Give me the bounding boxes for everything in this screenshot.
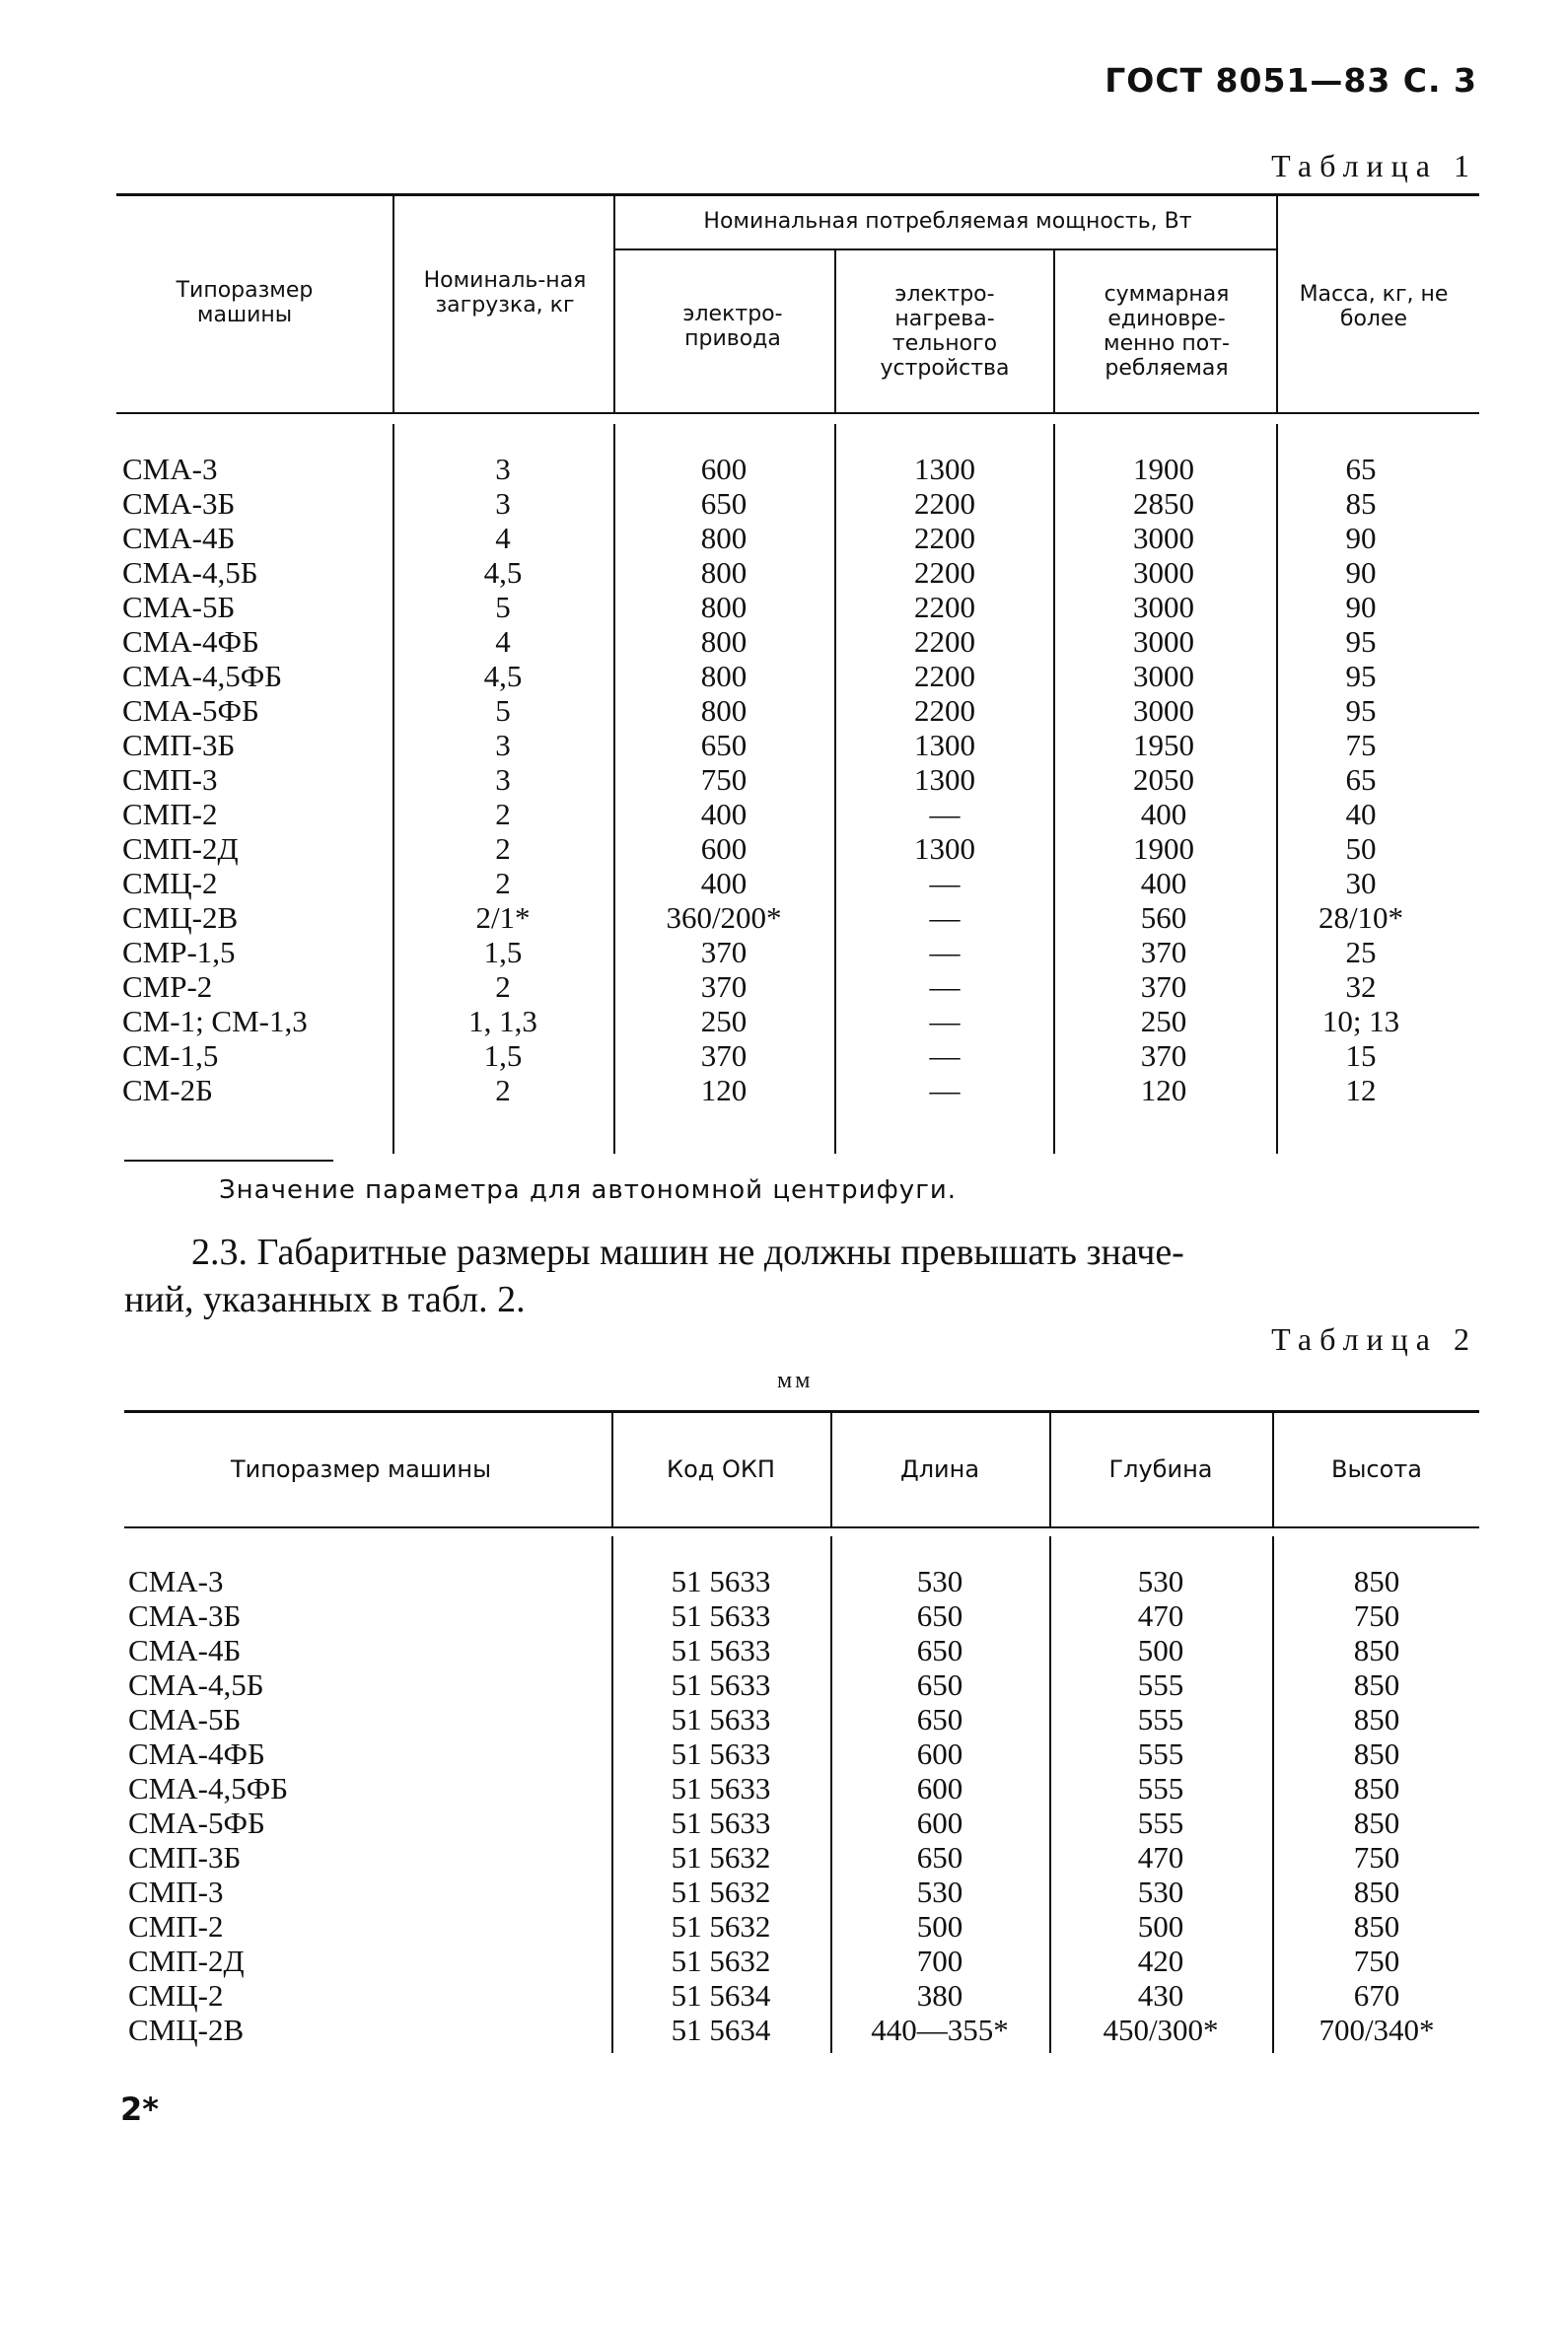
- table1-cell-heater: 2200: [914, 521, 975, 555]
- table2-cell-depth: 530: [1137, 1564, 1184, 1598]
- table1-cell-drive: 370: [700, 969, 748, 1004]
- table2-cell-okp: 51 5633: [671, 1806, 771, 1840]
- table1-cell-model: СМ-1; СМ-1,3: [122, 1004, 308, 1038]
- table2-vline: [611, 1536, 613, 2053]
- table1-cell-drive: 600: [700, 452, 748, 486]
- table1-cell-model: СМП-2: [122, 797, 218, 831]
- table2-cell-height: 850: [1353, 1667, 1400, 1702]
- table2-cell-length: 530: [916, 1875, 963, 1909]
- table1-vline: [392, 424, 394, 1154]
- table1-header-drive: электро-привода: [682, 302, 783, 351]
- table1-cell-model: СМА-5ФБ: [122, 693, 259, 728]
- table2-header-okp: Код ОКП: [667, 1455, 775, 1483]
- table2-cell-okp: 51 5633: [671, 1702, 771, 1736]
- table2-cell-model: СМА-4Б: [128, 1633, 242, 1667]
- table2-cell-depth: 470: [1137, 1598, 1184, 1633]
- table2-column-depth: [1055, 1564, 1266, 2047]
- table1-cell-mass: 65: [1345, 452, 1377, 486]
- table2-cell-length: 650: [916, 1667, 963, 1702]
- table1-cell-heater: 2200: [914, 624, 975, 659]
- table2-cell-okp: 51 5632: [671, 1840, 771, 1875]
- table2-header-model: Типоразмер машины: [230, 1455, 492, 1483]
- table2-cell-length: 440—355*: [871, 2013, 1009, 2047]
- table1-column-model: [122, 452, 389, 1107]
- table1-cell-total: 560: [1140, 900, 1187, 935]
- table1-cell-drive: 360/200*: [666, 900, 782, 935]
- table2-cell-model: СМА-3: [128, 1564, 224, 1598]
- table2-cell-depth: 470: [1137, 1840, 1184, 1875]
- table1-column-drive: [619, 452, 828, 1107]
- table1-cell-mass: 95: [1345, 624, 1377, 659]
- table1-cell-mass: 25: [1345, 935, 1377, 969]
- table2-cell-model: СМП-3Б: [128, 1840, 242, 1875]
- table2-cell-length: 650: [916, 1702, 963, 1736]
- table1-cell-heater: 1300: [914, 762, 975, 797]
- table1-cell-heater: —: [929, 1073, 961, 1107]
- table1-cell-drive: 750: [700, 762, 748, 797]
- table2-cell-depth: 450/300*: [1103, 2013, 1219, 2047]
- table1-cell-mass: 85: [1345, 486, 1377, 521]
- table1-cell-total: 1900: [1133, 452, 1194, 486]
- table1-top-rule: [116, 193, 1479, 196]
- table1-header-mass: Масса, кг, не более: [1299, 282, 1449, 331]
- table1-cell-total: 370: [1140, 1038, 1187, 1073]
- table1-column-load: [398, 452, 607, 1107]
- table1-cell-drive: 650: [700, 486, 748, 521]
- table2-cell-model: СМЦ-2: [128, 1978, 224, 2013]
- table1-cell-model: СМА-5Б: [122, 590, 236, 624]
- table1-cell-heater: 2200: [914, 555, 975, 590]
- table2-cell-model: СМП-3: [128, 1875, 224, 1909]
- table1-cell-mass: 15: [1345, 1038, 1377, 1073]
- table1-cell-heater: —: [929, 1038, 961, 1073]
- table2-cell-depth: 500: [1137, 1633, 1184, 1667]
- table1-cell-heater: 2200: [914, 486, 975, 521]
- table1-cell-total: 400: [1140, 797, 1187, 831]
- table1-column-mass: [1282, 452, 1440, 1107]
- table2-cell-length: 650: [916, 1633, 963, 1667]
- table2-cell-height: 850: [1353, 1909, 1400, 1944]
- table1-cell-mass: 30: [1345, 866, 1377, 900]
- table1-cell-model: СМ-2Б: [122, 1073, 213, 1107]
- table2-cell-depth: 420: [1137, 1944, 1184, 1978]
- table1-cell-heater: 2200: [914, 693, 975, 728]
- table1-cell-load: 2/1*: [475, 900, 531, 935]
- table1-cell-total: 3000: [1133, 624, 1194, 659]
- table2-cell-okp: 51 5633: [671, 1564, 771, 1598]
- table2-cell-okp: 51 5632: [671, 1944, 771, 1978]
- table1-cell-mass: 90: [1345, 590, 1377, 624]
- table1-cell-mass: 32: [1345, 969, 1377, 1004]
- table2-cell-model: СМА-5Б: [128, 1702, 242, 1736]
- table1-cell-drive: 370: [700, 1038, 748, 1073]
- table1-cell-mass: 12: [1345, 1073, 1377, 1107]
- table2-cell-length: 380: [916, 1978, 963, 2013]
- table2-cell-okp: 51 5634: [671, 1978, 771, 2013]
- table2-cell-okp: 51 5633: [671, 1598, 771, 1633]
- table1-cell-mass: 75: [1345, 728, 1377, 762]
- table1-cell-total: 3000: [1133, 555, 1194, 590]
- table1-cell-model: СМП-3: [122, 762, 218, 797]
- section-paragraph: [124, 1229, 1481, 1323]
- table1-cell-load: 5: [495, 693, 511, 728]
- table2-vline: [830, 1536, 832, 2053]
- table1-cell-heater: —: [929, 935, 961, 969]
- table2-column-height: [1278, 1564, 1475, 2047]
- table1-cell-model: СМП-2Д: [122, 831, 239, 866]
- table2-cell-height: 850: [1353, 1633, 1400, 1667]
- table1-cell-heater: 2200: [914, 590, 975, 624]
- table2-cell-depth: 555: [1137, 1806, 1184, 1840]
- table2-cell-model: СМА-4,5ФБ: [128, 1771, 288, 1806]
- table1-cell-mass: 95: [1345, 693, 1377, 728]
- table1-cell-model: СМЦ-2: [122, 866, 218, 900]
- table1-column-heater: [840, 452, 1049, 1107]
- table2-cell-height: 850: [1353, 1806, 1400, 1840]
- table2-cell-model: СМЦ-2В: [128, 2013, 245, 2047]
- table1-cell-total: 1900: [1133, 831, 1194, 866]
- table1-cell-load: 2: [495, 831, 511, 866]
- table2-cell-height: 750: [1353, 1944, 1400, 1978]
- table1-header-model: Типоразмер машины: [176, 278, 314, 327]
- table2-header-rule: [124, 1526, 1479, 1528]
- table1-cell-total: 370: [1140, 935, 1187, 969]
- table1-cell-drive: 370: [700, 935, 748, 969]
- table1-cell-model: СМА-4Б: [122, 521, 236, 555]
- table2-vline: [830, 1412, 832, 1526]
- table2-cell-height: 750: [1353, 1840, 1400, 1875]
- table2-cell-okp: 51 5632: [671, 1875, 771, 1909]
- table1-cell-load: 3: [495, 452, 511, 486]
- table2-cell-depth: 555: [1137, 1736, 1184, 1771]
- table2-top-rule: [124, 1410, 1479, 1413]
- table2-cell-length: 700: [916, 1944, 963, 1978]
- table2-cell-height: 850: [1353, 1736, 1400, 1771]
- table1-cell-total: 3000: [1133, 590, 1194, 624]
- table1-cell-total: 250: [1140, 1004, 1187, 1038]
- table1-cell-load: 4: [495, 624, 511, 659]
- table2-column-model: [128, 1564, 602, 2047]
- table2-cell-height: 850: [1353, 1771, 1400, 1806]
- table2-cell-model: СМП-2Д: [128, 1944, 245, 1978]
- table1-header-heater: электро-нагрева-тельного устройства: [880, 282, 1010, 381]
- table1-cell-drive: 250: [700, 1004, 748, 1038]
- table1-cell-total: 1950: [1133, 728, 1194, 762]
- table2-cell-height: 850: [1353, 1564, 1400, 1598]
- table1-vline: [834, 424, 836, 1154]
- table1-vline: [1053, 250, 1055, 412]
- table2-cell-length: 600: [916, 1736, 963, 1771]
- table2-vline: [1049, 1412, 1051, 1526]
- table2-cell-okp: 51 5633: [671, 1771, 771, 1806]
- table1-cell-mass: 40: [1345, 797, 1377, 831]
- table1-cell-heater: 1300: [914, 728, 975, 762]
- table1-cell-model: СМР-1,5: [122, 935, 236, 969]
- table1-power-subrule: [615, 248, 1276, 250]
- table1-cell-mass: 65: [1345, 762, 1377, 797]
- table2-cell-model: СМА-3Б: [128, 1598, 242, 1633]
- table1-vline: [613, 424, 615, 1154]
- table2-cell-depth: 555: [1137, 1702, 1184, 1736]
- table1-cell-total: 400: [1140, 866, 1187, 900]
- table1-cell-total: 3000: [1133, 521, 1194, 555]
- table2-cell-length: 600: [916, 1806, 963, 1840]
- table2-cell-model: СМА-4ФБ: [128, 1736, 265, 1771]
- table1-cell-drive: 800: [700, 521, 748, 555]
- table1-cell-heater: —: [929, 1004, 961, 1038]
- table1-cell-mass: 95: [1345, 659, 1377, 693]
- table1-vline: [392, 195, 394, 412]
- table2-header-height: Высота: [1331, 1455, 1422, 1483]
- table1-cell-model: СМ-1,5: [122, 1038, 219, 1073]
- table2-cell-length: 530: [916, 1564, 963, 1598]
- table1-cell-load: 4,5: [483, 659, 523, 693]
- table1-cell-drive: 650: [700, 728, 748, 762]
- table1-cell-drive: 800: [700, 590, 748, 624]
- table2-cell-depth: 530: [1137, 1875, 1184, 1909]
- table1-cell-drive: 120: [700, 1073, 748, 1107]
- table1-cell-heater: —: [929, 866, 961, 900]
- paragraph-line1: 2.3. Габаритные размеры машин не должны превышать значе-: [191, 1232, 1184, 1273]
- table1-cell-total: 3000: [1133, 693, 1194, 728]
- table2-cell-model: СМП-2: [128, 1909, 224, 1944]
- table1-header-rule: [116, 412, 1479, 414]
- table1-cell-model: СМП-3Б: [122, 728, 236, 762]
- table2-cell-depth: 430: [1137, 1978, 1184, 2013]
- table1-cell-drive: 800: [700, 659, 748, 693]
- footnote-rule: [124, 1160, 333, 1162]
- table1-footnote: Значение параметра для автономной центрифуги.: [219, 1175, 958, 1205]
- table1-cell-load: 3: [495, 762, 511, 797]
- table1-cell-model: СМР-2: [122, 969, 213, 1004]
- table1-cell-drive: 400: [700, 797, 748, 831]
- table2-vline: [1049, 1536, 1051, 2053]
- table1-caption: Таблица 1: [1271, 148, 1477, 183]
- table2-cell-depth: 555: [1137, 1771, 1184, 1806]
- table1-cell-heater: 1300: [914, 831, 975, 866]
- table1-cell-heater: —: [929, 797, 961, 831]
- table1-cell-load: 2: [495, 1073, 511, 1107]
- table1-cell-load: 2: [495, 797, 511, 831]
- table1-cell-load: 3: [495, 728, 511, 762]
- table1-vline: [1276, 195, 1278, 412]
- table1-cell-model: СМА-3: [122, 452, 218, 486]
- table1-cell-heater: 2200: [914, 659, 975, 693]
- table1-cell-heater: —: [929, 900, 961, 935]
- table1-cell-total: 370: [1140, 969, 1187, 1004]
- table1-cell-total: 2850: [1133, 486, 1194, 521]
- table2-cell-okp: 51 5632: [671, 1909, 771, 1944]
- table1-cell-drive: 800: [700, 555, 748, 590]
- table1-cell-load: 4: [495, 521, 511, 555]
- table2-vline: [1272, 1412, 1274, 1526]
- table1-header-load: Номиналь-ная загрузка, кг: [423, 268, 587, 318]
- table1-column-total: [1059, 452, 1268, 1107]
- paragraph-line: [124, 1229, 1481, 1276]
- table2-header-length: Длина: [899, 1455, 980, 1483]
- table2-column-okp: [617, 1564, 824, 2047]
- table1-cell-load: 2: [495, 969, 511, 1004]
- table2-column-length: [836, 1564, 1043, 2047]
- table1-cell-total: 2050: [1133, 762, 1194, 797]
- table2-cell-depth: 555: [1137, 1667, 1184, 1702]
- table2-cell-okp: 51 5633: [671, 1667, 771, 1702]
- table1-cell-heater: —: [929, 969, 961, 1004]
- table2-header-depth: Глубина: [1108, 1455, 1213, 1483]
- table2-cell-okp: 51 5633: [671, 1736, 771, 1771]
- document-header: ГОСТ 8051—83 С. 3: [1105, 61, 1477, 100]
- table1-vline: [834, 250, 836, 412]
- table2-cell-height: 750: [1353, 1598, 1400, 1633]
- table2-cell-height: 850: [1353, 1702, 1400, 1736]
- table1-cell-mass: 50: [1345, 831, 1377, 866]
- table1-vline: [1276, 424, 1278, 1154]
- table2-cell-height: 850: [1353, 1875, 1400, 1909]
- table2-vline: [611, 1412, 613, 1526]
- table2-cell-depth: 500: [1137, 1909, 1184, 1944]
- table2-cell-length: 500: [916, 1909, 963, 1944]
- table1-cell-model: СМА-3Б: [122, 486, 236, 521]
- table1-vline: [613, 195, 615, 412]
- table2-caption: Таблица 2: [1271, 1321, 1477, 1357]
- table2-cell-length: 650: [916, 1840, 963, 1875]
- table1-cell-load: 1, 1,3: [468, 1004, 537, 1038]
- table1-vline: [1053, 424, 1055, 1154]
- table1-cell-model: СМЦ-2В: [122, 900, 239, 935]
- table1-cell-total: 3000: [1133, 659, 1194, 693]
- table1-cell-load: 5: [495, 590, 511, 624]
- table1-cell-total: 120: [1140, 1073, 1187, 1107]
- table2-cell-height: 670: [1353, 1978, 1400, 2013]
- table2-cell-okp: 51 5634: [671, 2013, 771, 2047]
- table2-cell-height: 700/340*: [1319, 2013, 1435, 2047]
- page-mark: 2*: [120, 2090, 159, 2128]
- table1-header-total: суммарная единовре-менно пот-ребляемая: [1104, 282, 1230, 381]
- table1-cell-load: 4,5: [483, 555, 523, 590]
- table1-cell-model: СМА-4ФБ: [122, 624, 259, 659]
- table1-cell-load: 3: [495, 486, 511, 521]
- table2-cell-model: СМА-4,5Б: [128, 1667, 264, 1702]
- table1-cell-heater: 1300: [914, 452, 975, 486]
- table2-vline: [1272, 1536, 1274, 2053]
- table1-cell-mass: 28/10*: [1318, 900, 1404, 935]
- table2-cell-model: СМА-5ФБ: [128, 1806, 265, 1840]
- table2-cell-okp: 51 5633: [671, 1633, 771, 1667]
- table1-cell-mass: 90: [1345, 521, 1377, 555]
- paragraph-line2: ний, указанных в табл. 2.: [124, 1279, 526, 1320]
- table1-cell-load: 1,5: [483, 1038, 523, 1073]
- table2-cell-length: 650: [916, 1598, 963, 1633]
- table1-cell-drive: 800: [700, 624, 748, 659]
- table2-cell-length: 600: [916, 1771, 963, 1806]
- table2-unit: мм: [777, 1368, 814, 1393]
- table1-cell-drive: 400: [700, 866, 748, 900]
- table1-cell-load: 2: [495, 866, 511, 900]
- table1-cell-load: 1,5: [483, 935, 523, 969]
- table1-cell-drive: 800: [700, 693, 748, 728]
- table1-cell-model: СМА-4,5ФБ: [122, 659, 282, 693]
- table1-cell-drive: 600: [700, 831, 748, 866]
- table1-cell-model: СМА-4,5Б: [122, 555, 258, 590]
- table1-header-power: Номинальная потребляемая мощность, Вт: [703, 209, 1192, 234]
- table1-cell-mass: 90: [1345, 555, 1377, 590]
- table1-cell-mass: 10; 13: [1321, 1004, 1400, 1038]
